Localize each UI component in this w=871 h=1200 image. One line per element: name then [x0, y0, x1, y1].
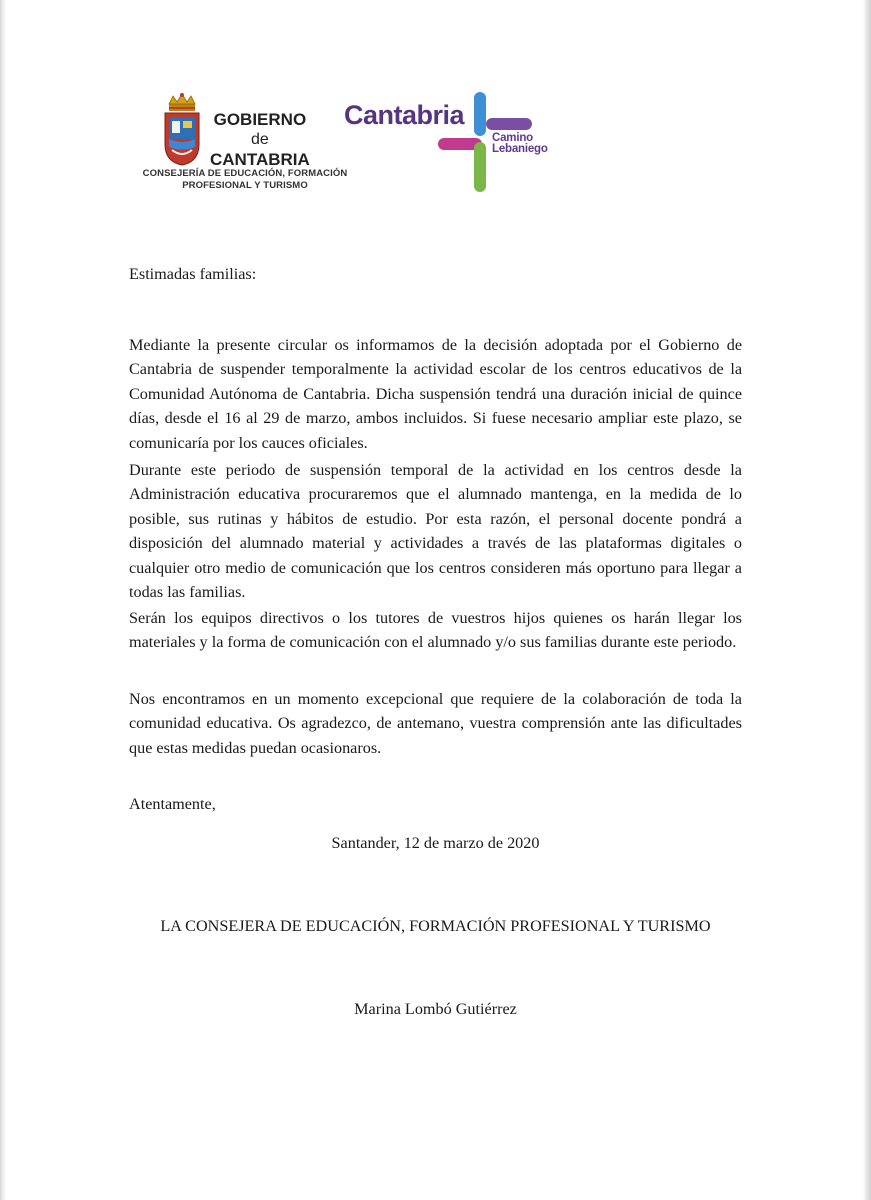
paragraph-2: Durante este periodo de suspensión temporal de la actividad en los centros desde la Administración educativa procuraremos que el alumnado mantenga, en la medida de lo posible, sus rutinas y hábitos de estudio. Por esta razón, el personal docente pondrá a disposición del alumnado material y actividades a través de las plataformas digitales o cualquier otro medio de comunicación que los centros consideren más oportuno para llegar a todas las familias. — [129, 461, 742, 602]
coat-of-arms-icon — [160, 92, 204, 166]
paragraph-1: Mediante la presente circular os informamos de la decisión adoptada por el Gobierno de Cantabria de suspender temporalmente la actividad escolar de los centros educativos de la Comunidad Autónoma de Cantabria. Dicha suspensión tendrá una duración inicial de quince días, desde el 16 al 29 de marzo, ambos incluidos. Si fuese necesario ampliar este plazo, se comunicaría por los cauces oficiales. — [129, 336, 742, 452]
gov-logo-line3: CANTABRIA — [210, 150, 310, 169]
greeting: Estimadas familias: — [129, 265, 257, 283]
paragraph-4: Nos encontramos en un momento excepcional que requiere de la colaboración de toda la comunidad educativa. Os agradezco, de antemano, vuestra comprensión ante las dificultades que estas medidas puedan ocasionaros. — [129, 690, 742, 757]
lebaniego-label: Lebaniego — [492, 143, 548, 155]
signatory-name: Marina Lombó Gutiérrez — [354, 1000, 517, 1018]
signatory-title: LA CONSEJERA DE EDUCACIÓN, FORMACIÓN PROFESIONAL Y TURISMO — [160, 917, 711, 935]
camino-label: Camino — [492, 132, 533, 144]
gov-logo-line2: de — [251, 131, 269, 148]
gov-dept-line2: PROFESIONAL Y TURISMO — [182, 180, 308, 191]
gov-logo-wordmark — [210, 110, 310, 170]
paragraph-3: Serán los equipos directivos o los tutores de vuestros hijos quienes os harán llegar los materiales y la forma de comunicación con el alumnado y/o sus familias durante este periodo. — [129, 609, 742, 652]
gov-logo-department — [134, 168, 356, 192]
cantabria-camino-lebaniego-logo — [342, 88, 562, 198]
gov-dept-line1: CONSEJERÍA DE EDUCACIÓN, FORMACIÓN — [142, 168, 348, 179]
camino-lebaniego-tagline — [492, 133, 548, 155]
gov-logo-line1: GOBIERNO — [213, 110, 307, 129]
closing: Atentamente, — [129, 795, 216, 813]
cantabria-wordmark: Cantabria — [344, 100, 465, 130]
gobierno-cantabria-logo — [134, 92, 356, 196]
place-date: Santander, 12 de marzo de 2020 — [331, 834, 540, 852]
